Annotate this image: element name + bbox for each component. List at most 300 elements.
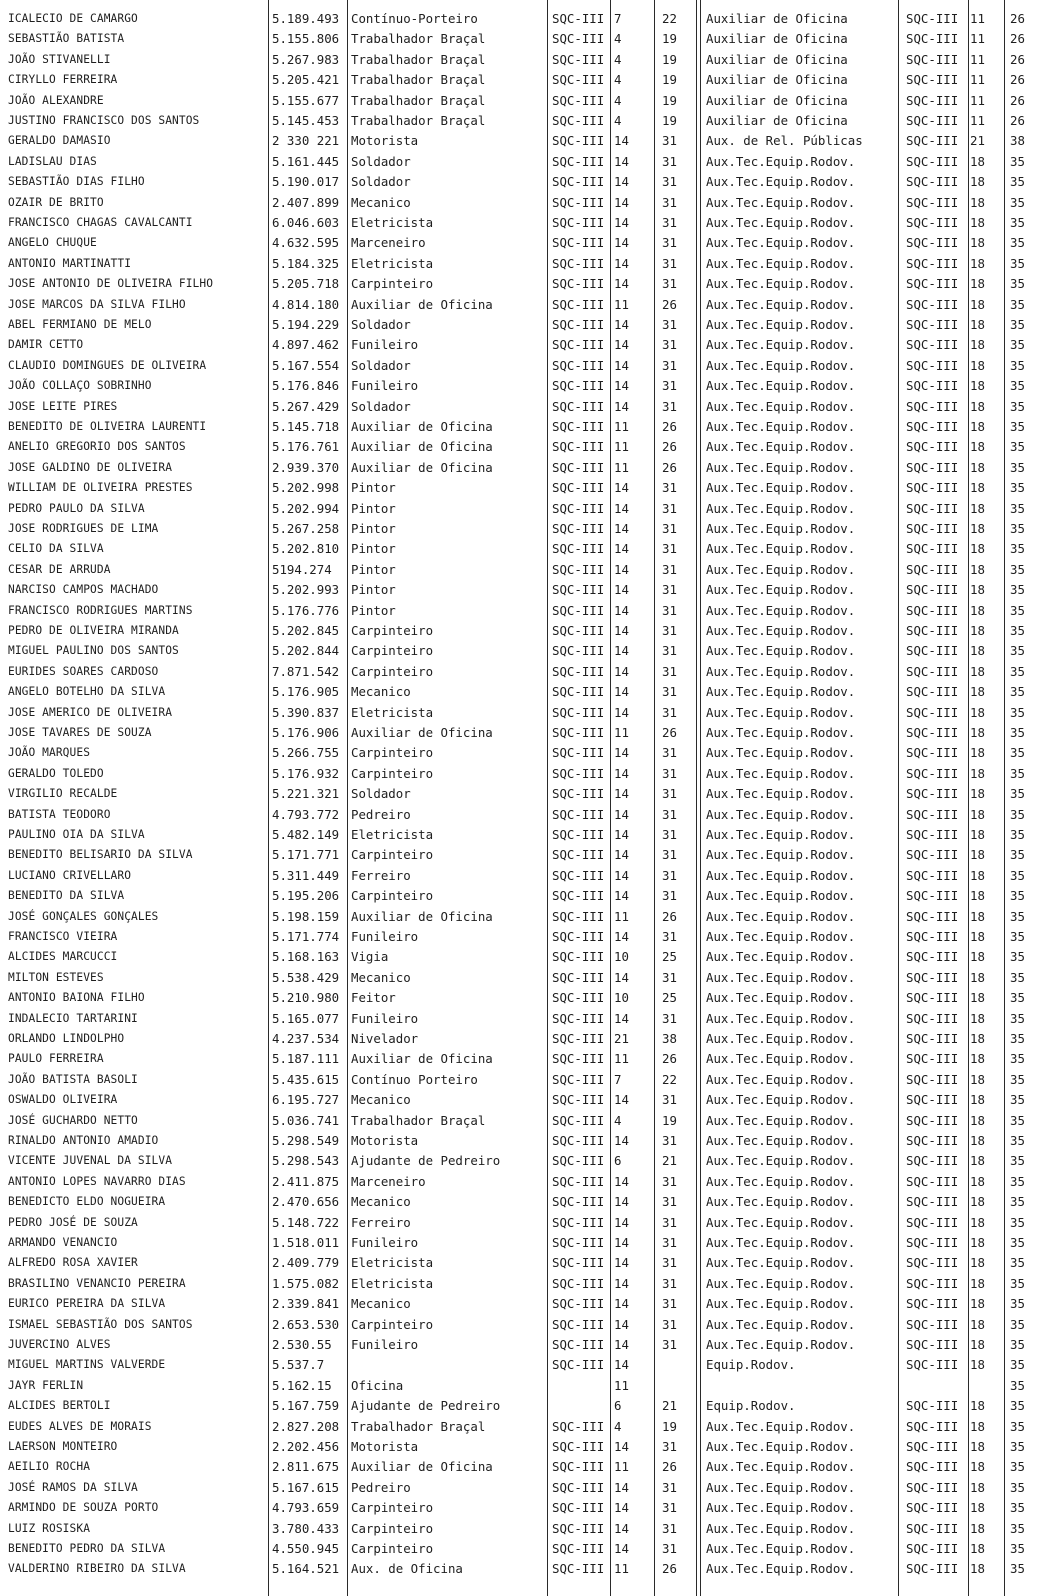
- registration-number: 5.189.493: [272, 11, 340, 26]
- new-grade: 35: [1010, 194, 1025, 210]
- registration-number: 5.267.983: [272, 51, 340, 67]
- current-grade: 31: [662, 1214, 677, 1230]
- current-function: Oficina: [351, 1377, 404, 1393]
- current-class: SQC-III: [552, 1439, 605, 1454]
- registration-number: 2.339.841: [272, 1296, 340, 1312]
- current-grade: 31: [662, 541, 677, 557]
- current-reference: 14: [614, 1194, 629, 1210]
- current-grade: 19: [662, 1418, 677, 1434]
- current-function: Carpinteiro: [351, 745, 434, 761]
- current-reference: 14: [614, 1500, 629, 1516]
- new-reference: 18: [970, 725, 985, 740]
- current-function: Pintor: [351, 500, 396, 516]
- current-reference: 14: [614, 663, 629, 679]
- current-class: SQC-III: [552, 623, 605, 638]
- employee-name: MIGUEL MARTINS VALVERDE: [8, 1358, 166, 1372]
- table-row: [0, 1354, 1062, 1374]
- new-class: SQC-III: [906, 1296, 959, 1312]
- employee-name: LAERSON MONTEIRO: [8, 1440, 118, 1453]
- current-class: SQC-III: [552, 174, 605, 190]
- new-function: Aux.Tec.Equip.Rodov.: [706, 1541, 856, 1556]
- new-function: Aux.Tec.Equip.Rodov.: [706, 1214, 856, 1230]
- new-reference: 18: [970, 235, 985, 251]
- new-grade: 35: [1010, 357, 1025, 373]
- new-class: SQC-III: [906, 765, 959, 781]
- current-grade: 38: [662, 1031, 677, 1046]
- registration-number: 5.311.449: [272, 867, 340, 883]
- table-row: [0, 702, 1062, 722]
- new-grade: 35: [1010, 561, 1025, 577]
- new-function: Aux.Tec.Equip.Rodov.: [706, 704, 856, 720]
- current-class: SQC-III: [552, 1112, 605, 1128]
- new-function: Aux.Tec.Equip.Rodov.: [706, 949, 856, 965]
- registration-number: 2.811.675: [272, 1459, 340, 1475]
- current-reference: 14: [614, 1541, 629, 1556]
- new-class: SQC-III: [906, 867, 959, 883]
- new-reference: 18: [970, 990, 985, 1006]
- current-reference: 14: [614, 521, 629, 536]
- current-grade: 31: [662, 133, 677, 149]
- employee-name: JOSÉ GUCHARDO NETTO: [8, 1113, 138, 1127]
- table-row: [0, 477, 1062, 497]
- employee-name: EURIDES SOARES CARDOSO: [8, 664, 159, 678]
- new-function: Aux.Tec.Equip.Rodov.: [706, 1153, 856, 1169]
- new-function: Aux.Tec.Equip.Rodov.: [706, 745, 856, 761]
- new-reference: 18: [970, 378, 985, 394]
- current-class: SQC-III: [552, 643, 605, 659]
- current-grade: 22: [662, 1071, 677, 1087]
- table-row: [0, 192, 1062, 212]
- new-grade: 35: [1010, 419, 1025, 434]
- employee-name: JOSE AMERICO DE OLIVEIRA: [8, 705, 173, 719]
- current-reference: 14: [614, 378, 629, 394]
- current-reference: 14: [614, 765, 629, 781]
- employee-name: BENEDITO PEDRO DA SILVA: [8, 1542, 166, 1555]
- current-reference: 14: [614, 215, 629, 230]
- current-grade: 19: [662, 92, 677, 108]
- employee-name: ABEL FERMIANO DE MELO: [8, 318, 152, 331]
- employee-name: BENEDITO DA SILVA: [8, 889, 125, 903]
- current-function: Soldador: [351, 786, 411, 802]
- current-reference: 7: [614, 1071, 622, 1087]
- new-function: Aux.Tec.Equip.Rodov.: [706, 153, 856, 169]
- new-grade: 35: [1010, 765, 1025, 781]
- registration-number: 5.538.429: [272, 969, 340, 985]
- employee-name: MIGUEL PAULINO DOS SANTOS: [8, 644, 179, 658]
- current-reference: 21: [614, 1031, 629, 1046]
- current-function: Pintor: [351, 541, 396, 557]
- new-grade: 26: [1010, 51, 1025, 67]
- current-reference: 14: [614, 235, 629, 251]
- new-class: SQC-III: [906, 1316, 959, 1332]
- new-reference: 18: [970, 1398, 985, 1414]
- new-function: Aux.Tec.Equip.Rodov.: [706, 888, 856, 904]
- current-class: SQC-III: [552, 500, 605, 516]
- table-row: [0, 967, 1062, 987]
- current-reference: 14: [614, 500, 629, 516]
- registration-number: 2.939.370: [272, 459, 340, 475]
- table-row: [0, 538, 1062, 558]
- employee-name: JOSE RODRIGUES DE LIMA: [8, 522, 159, 535]
- new-function: Aux.Tec.Equip.Rodov.: [706, 419, 856, 434]
- current-grade: 31: [662, 1092, 677, 1108]
- registration-number: 1.518.011: [272, 1235, 340, 1250]
- registration-number: 5.221.321: [272, 786, 340, 802]
- registration-number: 3.780.433: [272, 1520, 340, 1536]
- current-class: SQC-III: [552, 1031, 605, 1046]
- new-function: Aux.Tec.Equip.Rodov.: [706, 990, 856, 1006]
- new-reference: 18: [970, 1520, 985, 1536]
- table-row: [0, 824, 1062, 844]
- new-reference: 18: [970, 276, 985, 292]
- new-class: SQC-III: [906, 1500, 959, 1516]
- new-class: SQC-III: [906, 806, 959, 822]
- employee-name: JOÃO MARQUES: [8, 746, 91, 760]
- registration-number: 5.198.159: [272, 908, 340, 924]
- new-grade: 35: [1010, 1439, 1025, 1454]
- new-grade: 26: [1010, 11, 1025, 26]
- current-function: Motorista: [351, 133, 419, 149]
- current-function: Eletricista: [351, 215, 434, 230]
- table-row: [0, 1008, 1062, 1028]
- new-function: Aux.Tec.Equip.Rodov.: [706, 969, 856, 985]
- current-class: SQC-III: [552, 1153, 605, 1169]
- employee-name: JOSE TAVARES DE SOUZA: [8, 726, 152, 739]
- registration-number: 5.267.258: [272, 521, 340, 536]
- current-function: Pintor: [351, 521, 396, 536]
- employee-name: OSWALDO OLIVEIRA: [8, 1093, 118, 1107]
- current-function: Ferreiro: [351, 1214, 411, 1230]
- new-function: Aux.Tec.Equip.Rodov.: [706, 1173, 856, 1189]
- new-function: Aux.Tec.Equip.Rodov.: [706, 1112, 856, 1128]
- employee-name: JOÃO COLLAÇO SOBRINHO: [8, 379, 152, 393]
- current-function: Carpinteiro: [351, 1541, 434, 1556]
- current-grade: 31: [662, 153, 677, 169]
- new-reference: 18: [970, 1031, 985, 1046]
- current-reference: 14: [614, 643, 629, 659]
- employee-name: JUSTINO FRANCISCO DOS SANTOS: [8, 114, 200, 127]
- new-function: Aux.Tec.Equip.Rodov.: [706, 725, 856, 740]
- new-class: SQC-III: [906, 1214, 959, 1230]
- table-row: [0, 294, 1062, 314]
- new-reference: 11: [970, 113, 985, 128]
- current-grade: 31: [662, 745, 677, 761]
- new-reference: 18: [970, 398, 985, 414]
- current-grade: 19: [662, 113, 677, 128]
- employee-name: ARMINDO DE SOUZA PORTO: [8, 1501, 159, 1515]
- current-class: SQC-III: [552, 1092, 605, 1108]
- table-row: [0, 1273, 1062, 1293]
- registration-number: 5.171.774: [272, 929, 340, 944]
- employee-name: JOÃO STIVANELLI: [8, 52, 111, 66]
- registration-number: 5.168.163: [272, 949, 340, 965]
- new-reference: 18: [970, 317, 985, 332]
- current-function: Funileiro: [351, 1010, 419, 1026]
- current-function: Soldador: [351, 174, 411, 190]
- new-class: SQC-III: [906, 11, 959, 26]
- new-class: SQC-III: [906, 969, 959, 985]
- new-function: Aux.Tec.Equip.Rodov.: [706, 1275, 856, 1291]
- new-grade: 35: [1010, 745, 1025, 761]
- registration-number: 5.298.543: [272, 1153, 340, 1169]
- current-reference: 14: [614, 337, 629, 353]
- employee-name: VICENTE JUVENAL DA SILVA: [8, 1154, 173, 1168]
- current-class: SQC-III: [552, 317, 605, 332]
- new-function: Aux.Tec.Equip.Rodov.: [706, 235, 856, 251]
- new-grade: 35: [1010, 1316, 1025, 1332]
- new-reference: 18: [970, 194, 985, 210]
- current-grade: 21: [662, 1153, 677, 1169]
- new-function: Auxiliar de Oficina: [706, 31, 848, 47]
- employee-name: GERALDO TOLEDO: [8, 766, 104, 780]
- current-function: Trabalhador Braçal: [351, 72, 486, 88]
- table-row: [0, 1069, 1062, 1089]
- registration-number: 5.145.453: [272, 113, 340, 128]
- current-function: Vigia: [351, 949, 389, 965]
- new-grade: 35: [1010, 153, 1025, 169]
- new-reference: 18: [970, 1316, 985, 1332]
- new-class: SQC-III: [906, 990, 959, 1006]
- new-class: SQC-III: [906, 1153, 959, 1169]
- employee-name: BRASILINO VENANCIO PEREIRA: [8, 1276, 186, 1290]
- current-function: Trabalhador Braçal: [351, 1112, 486, 1128]
- current-grade: 31: [662, 276, 677, 292]
- table-row: [0, 1293, 1062, 1313]
- new-class: SQC-III: [906, 1194, 959, 1210]
- registration-number: 2.827.208: [272, 1418, 340, 1434]
- new-function: Aux.Tec.Equip.Rodov.: [706, 1133, 856, 1148]
- current-function: Contínuo-Porteiro: [351, 11, 478, 26]
- new-reference: 18: [970, 296, 985, 312]
- employee-name: EURICO PEREIRA DA SILVA: [8, 1297, 166, 1311]
- table-row: [0, 151, 1062, 171]
- new-reference: 18: [970, 1500, 985, 1516]
- current-class: SQC-III: [552, 215, 605, 230]
- current-function: Eletricista: [351, 704, 434, 720]
- table-row: [0, 1436, 1062, 1456]
- employee-name: ANGELO CHUQUE: [8, 236, 97, 250]
- table-row: [0, 1314, 1062, 1334]
- new-function: Aux.Tec.Equip.Rodov.: [706, 1031, 856, 1046]
- table-row: [0, 600, 1062, 620]
- registration-number: 5.435.615: [272, 1071, 340, 1087]
- current-reference: 11: [614, 439, 629, 455]
- table-row: [0, 49, 1062, 69]
- current-reference: 4: [614, 92, 622, 108]
- current-class: SQC-III: [552, 1275, 605, 1291]
- current-grade: 26: [662, 459, 677, 475]
- current-reference: 14: [614, 541, 629, 557]
- current-function: Funileiro: [351, 1337, 419, 1352]
- new-reference: 18: [970, 765, 985, 781]
- current-class: SQC-III: [552, 1541, 605, 1556]
- employee-name: PEDRO JOSÉ DE SOUZA: [8, 1215, 138, 1229]
- current-grade: 31: [662, 643, 677, 659]
- current-grade: 31: [662, 480, 677, 496]
- employee-name: ANGELO BOTELHO DA SILVA: [8, 685, 166, 699]
- employee-name: JOSE GALDINO DE OLIVEIRA: [8, 460, 173, 474]
- current-function: Funileiro: [351, 1235, 419, 1250]
- current-reference: 14: [614, 969, 629, 985]
- current-grade: 19: [662, 51, 677, 67]
- new-class: SQC-III: [906, 194, 959, 210]
- current-reference: 14: [614, 684, 629, 700]
- registration-number: 5194.274: [272, 561, 332, 577]
- new-reference: 18: [970, 847, 985, 863]
- current-function: Aux. de Oficina: [351, 1561, 463, 1577]
- new-class: SQC-III: [906, 582, 959, 598]
- current-function: Eletricista: [351, 1255, 434, 1271]
- new-grade: 35: [1010, 1459, 1025, 1475]
- current-class: SQC-III: [552, 72, 605, 88]
- new-class: SQC-III: [906, 663, 959, 679]
- current-class: SQC-III: [552, 255, 605, 271]
- employee-name: GERALDO DAMASIO: [8, 134, 111, 148]
- current-reference: 11: [614, 908, 629, 924]
- new-reference: 18: [970, 500, 985, 516]
- registration-number: 5.164.521: [272, 1561, 340, 1577]
- current-class: SQC-III: [552, 908, 605, 924]
- current-reference: 10: [614, 990, 629, 1006]
- table-row: [0, 396, 1062, 416]
- new-grade: 35: [1010, 929, 1025, 944]
- employee-name: ANELIO GREGORIO DOS SANTOS: [8, 440, 186, 454]
- current-grade: 19: [662, 72, 677, 88]
- current-function: Funileiro: [351, 378, 419, 394]
- current-class: SQC-III: [552, 1357, 605, 1373]
- new-grade: 35: [1010, 582, 1025, 598]
- new-reference: 18: [970, 1235, 985, 1250]
- registration-number: 5.155.677: [272, 92, 340, 108]
- current-function: Soldador: [351, 153, 411, 169]
- new-grade: 35: [1010, 1561, 1025, 1577]
- current-grade: 26: [662, 1561, 677, 1577]
- employee-name: ICALECIO DE CAMARGO: [8, 12, 138, 25]
- current-grade: 31: [662, 1479, 677, 1495]
- registration-number: 5.266.755: [272, 745, 340, 761]
- current-grade: 31: [662, 1500, 677, 1516]
- new-reference: 18: [970, 1153, 985, 1169]
- new-class: SQC-III: [906, 255, 959, 271]
- current-grade: 31: [662, 337, 677, 353]
- table-row: [0, 273, 1062, 293]
- new-class: SQC-III: [906, 1398, 959, 1414]
- table-row: [0, 1538, 1062, 1558]
- current-function: Trabalhador Braçal: [351, 92, 486, 108]
- new-class: SQC-III: [906, 908, 959, 924]
- current-class: SQC-III: [552, 11, 605, 26]
- registration-number: 5.205.421: [272, 72, 340, 88]
- current-grade: 19: [662, 31, 677, 47]
- new-class: SQC-III: [906, 215, 959, 230]
- registration-number: 4.550.945: [272, 1541, 340, 1556]
- current-function: Auxiliar de Oficina: [351, 908, 493, 924]
- registration-number: 5.167.615: [272, 1479, 340, 1495]
- current-grade: 31: [662, 827, 677, 842]
- registration-number: 6.046.603: [272, 215, 340, 230]
- current-reference: 11: [614, 1051, 629, 1067]
- registration-number: 5.202.844: [272, 643, 340, 659]
- current-grade: 31: [662, 357, 677, 373]
- new-reference: 18: [970, 806, 985, 822]
- current-reference: 14: [614, 1173, 629, 1189]
- current-reference: 14: [614, 1214, 629, 1230]
- current-function: Funileiro: [351, 929, 419, 944]
- registration-number: 5.176.932: [272, 765, 340, 781]
- table-row: [0, 28, 1062, 48]
- new-grade: 35: [1010, 459, 1025, 475]
- employee-name: ANTONIO MARTINATTI: [8, 256, 132, 270]
- current-reference: 14: [614, 1439, 629, 1454]
- current-class: SQC-III: [552, 92, 605, 108]
- new-reference: 18: [970, 1275, 985, 1291]
- table-row: [0, 1395, 1062, 1415]
- new-function: Aux.Tec.Equip.Rodov.: [706, 1255, 856, 1271]
- current-function: Carpinteiro: [351, 276, 434, 292]
- new-function: Aux.Tec.Equip.Rodov.: [706, 1561, 856, 1577]
- new-function: Auxiliar de Oficina: [706, 51, 848, 67]
- new-reference: 18: [970, 480, 985, 496]
- new-class: SQC-III: [906, 1173, 959, 1189]
- new-grade: 35: [1010, 1418, 1025, 1434]
- new-grade: 35: [1010, 1112, 1025, 1128]
- registration-number: 5.165.077: [272, 1010, 340, 1026]
- registration-number: 2.407.899: [272, 194, 340, 210]
- current-function: Motorista: [351, 1439, 419, 1454]
- current-class: SQC-III: [552, 439, 605, 455]
- current-function: Trabalhador Braçal: [351, 31, 486, 47]
- current-class: SQC-III: [552, 459, 605, 475]
- new-grade: 35: [1010, 888, 1025, 904]
- new-class: SQC-III: [906, 847, 959, 863]
- table-row: [0, 110, 1062, 130]
- current-reference: 14: [614, 1133, 629, 1148]
- current-function: Feitor: [351, 990, 396, 1006]
- table-row: [0, 579, 1062, 599]
- registration-number: 2 330 221: [272, 133, 340, 149]
- current-function: Nivelador: [351, 1031, 419, 1046]
- new-class: SQC-III: [906, 888, 959, 904]
- new-reference: 18: [970, 357, 985, 373]
- new-grade: 35: [1010, 1500, 1025, 1516]
- current-function: Pedreiro: [351, 1479, 411, 1495]
- current-class: SQC-III: [552, 1255, 605, 1271]
- new-reference: 18: [970, 1479, 985, 1495]
- new-grade: 35: [1010, 480, 1025, 496]
- new-class: SQC-III: [906, 1418, 959, 1434]
- employee-name: MILTON ESTEVES: [8, 970, 104, 984]
- current-class: SQC-III: [552, 480, 605, 496]
- employee-name: ORLANDO LINDOLPHO: [8, 1032, 125, 1045]
- new-function: Aux.Tec.Equip.Rodov.: [706, 1500, 856, 1516]
- employee-name: LUIZ ROSISKA: [8, 1521, 91, 1535]
- registration-number: 5.162.15: [272, 1377, 332, 1393]
- new-reference: 18: [970, 1439, 985, 1454]
- table-row: [0, 171, 1062, 191]
- new-function: Aux.Tec.Equip.Rodov.: [706, 1051, 856, 1067]
- new-class: SQC-III: [906, 704, 959, 720]
- current-class: SQC-III: [552, 704, 605, 720]
- current-grade: 31: [662, 194, 677, 210]
- current-reference: 14: [614, 1357, 629, 1373]
- current-function: Trabalhador Braçal: [351, 51, 486, 67]
- registration-number: 4.814.180: [272, 296, 340, 312]
- current-function: Mecanico: [351, 194, 411, 210]
- table-row: [0, 212, 1062, 232]
- table-row: [0, 130, 1062, 150]
- employee-name: SEBASTIÃO BATISTA: [8, 32, 125, 46]
- current-function: Carpinteiro: [351, 1316, 434, 1332]
